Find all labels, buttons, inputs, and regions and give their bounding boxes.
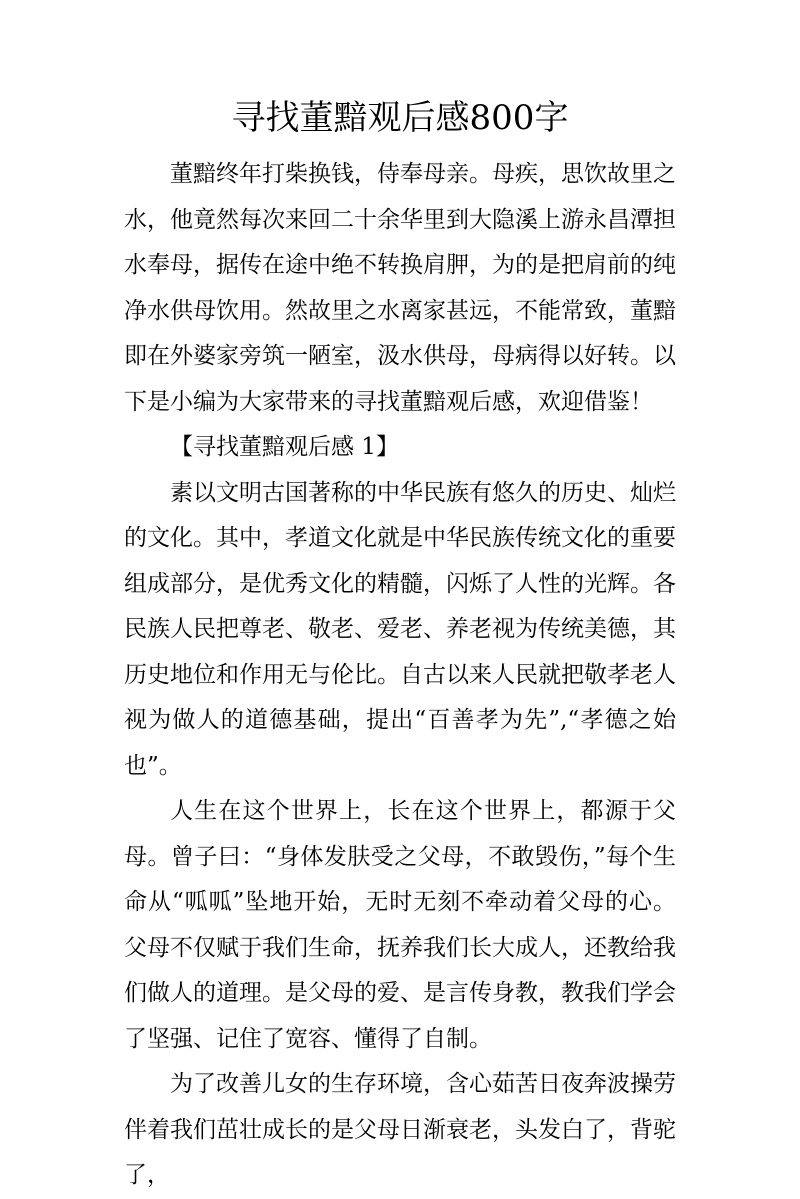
document-body (124, 152, 676, 1199)
paragraph-culture: 素以文明古国著称的中华民族有悠久的历史、灿烂的文化。其中，孝道文化就是中华民族传统文化的重要组成部分，是优秀文化的精髓，闪烁了人性的光辉。各民族人民把尊老、敬老、爱老、养老视为传统美德，其历史地位和作用无与伦比。自古以来人民就把敬孝老人视为做人的道德基础，提出“百善孝为先”,“孝德之始也”。 (124, 479, 676, 779)
paragraph-intro: 董黯终年打柴换钱，侍奉母亲。母疾，思饮故里之水，他竟然每次来回二十余华里到大隐溪上游永昌潭担水奉母，据传在途中绝不转换肩胛，为的是把肩前的纯净水供母饮用。然故里之水离家甚远，不能常致，董黯即在外婆家旁筑一陋室，汲水供母，母病得以好转。以下是小编为大家带来的寻找董黯观后感，欢迎借鉴！ (124, 161, 676, 415)
paragraph-parents: 人生在这个世界上，长在这个世界上，都源于父母。曾子曰：“身体发肤受之父母，不敢毁伤，”每个生命从“呱呱”坠地开始，无时无刻不牵动着父母的心。父母不仅赋于我们生命，抚养我们长大成人，还教给我们做人的道理。是父母的爱、是言传身教，教我们学会了坚强、记住了宽容、懂得了自制。 (124, 798, 676, 1052)
paragraph-sacrifice: 为了改善儿女的生存环境，含心茹苦日夜奔波操劳伴着我们茁壮成长的是父母日渐衰老，头发白了，背驼了， (124, 1071, 676, 1188)
section-heading: 【寻找董黯观后感 1】 (170, 434, 399, 460)
document-title: 寻找董黯观后感800字 (231, 98, 569, 138)
